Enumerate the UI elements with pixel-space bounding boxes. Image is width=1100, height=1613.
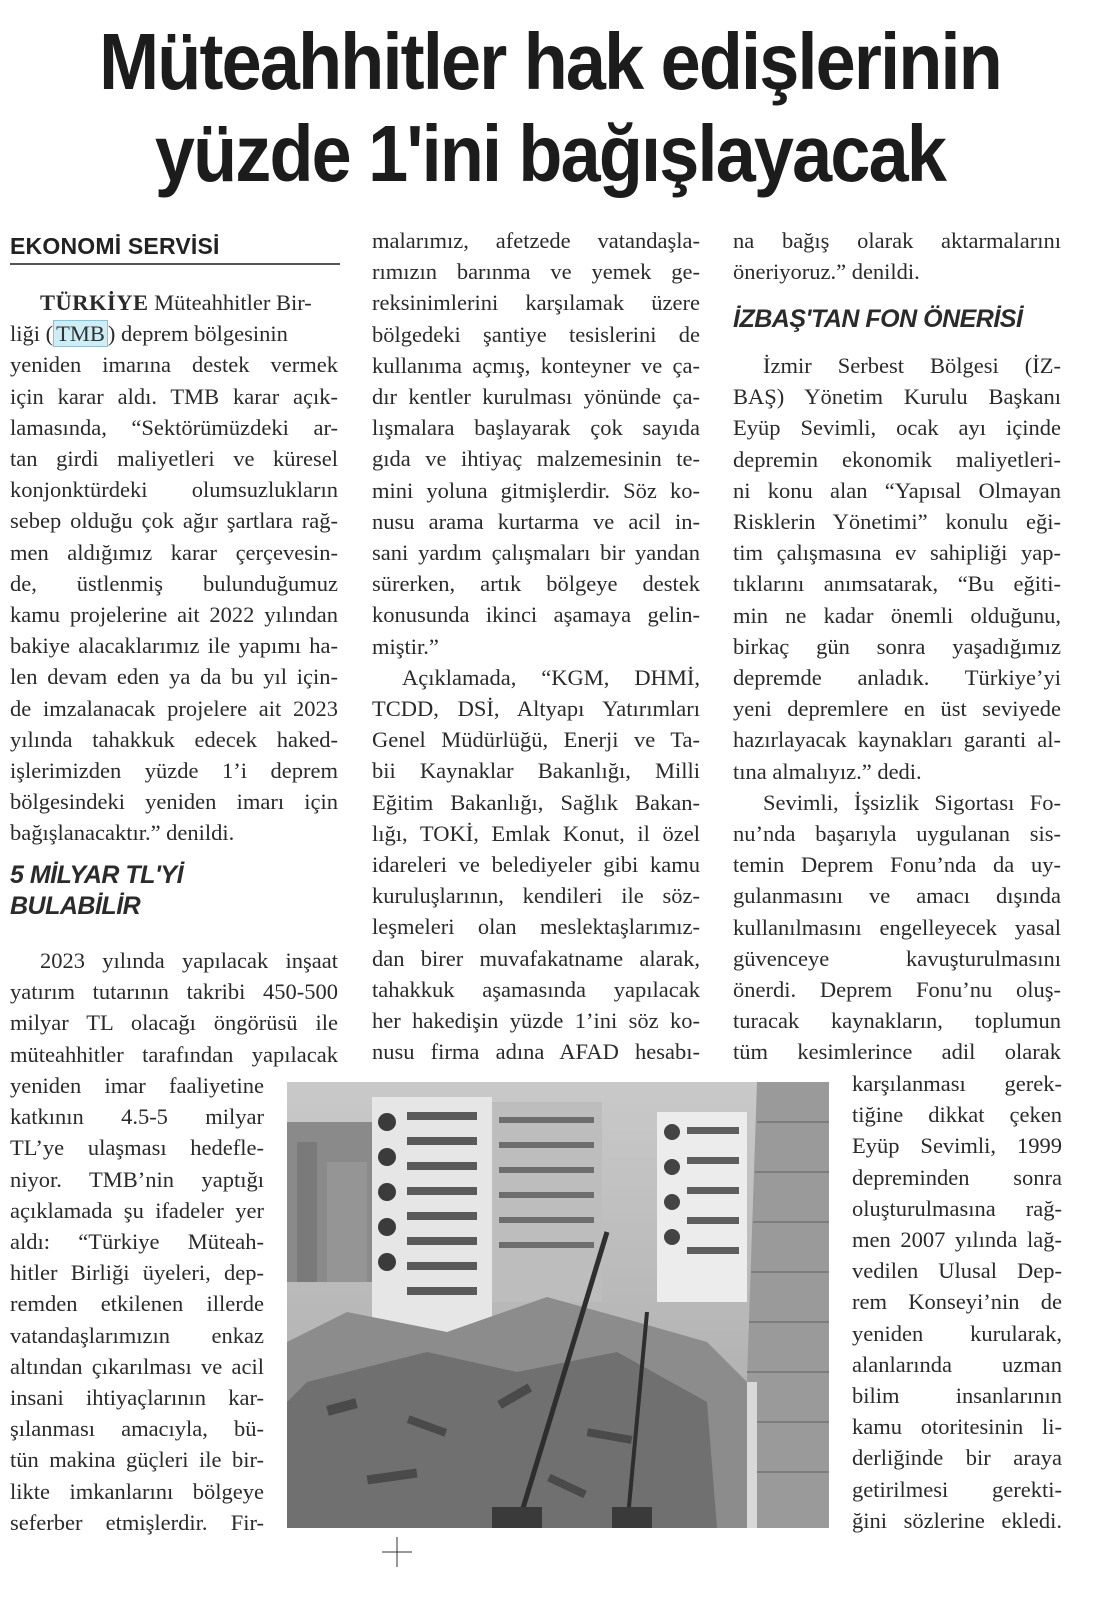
text-line: kullanılmasını engelleyecek yasal	[733, 914, 1061, 940]
text-line: men aldığımız karar çerçevesin-	[10, 539, 338, 565]
text-line: lığı, TOKİ, Emlak Konut, il özel	[372, 820, 700, 846]
text-line: rem Konseyi’nin de	[852, 1289, 1062, 1315]
text-line: katkının 4.5-5 milyar	[10, 1104, 264, 1130]
registration-cross-icon	[382, 1537, 412, 1567]
text-line: sani yardım çalışmaları bir yandan	[372, 540, 700, 566]
text-line: gıda ve ihtiyaç malzemesinin te-	[372, 446, 700, 472]
text-line: hazırlayacak kaynakları garanti al-	[733, 727, 1061, 753]
text-line: nusu arama kurtarma ve acil in-	[372, 508, 700, 534]
text-line: TL’ye ulaşması hedefle-	[10, 1135, 264, 1161]
text-line: na bağış olarak aktarmalarını	[733, 228, 1061, 253]
text-line: Genel Müdürlüğü, Enerji ve Ta-	[372, 727, 700, 753]
text-line: leşmeleri olan meslektaşlarımız-	[372, 914, 700, 940]
text-line: tiğine dikkat çeken	[852, 1102, 1062, 1128]
text-line: gulanmasını ve amacı dışında	[733, 883, 1061, 909]
text-line: için karar aldı. TMB karar açık-	[10, 383, 338, 409]
text-line: tim çalışmasına ev sahipliği yap-	[733, 540, 1061, 566]
text-line: Sevimli, İşsizlik Sigortası Fo-	[763, 789, 1061, 815]
text-line: TCDD, DSİ, Altyapı Yatırımları	[372, 696, 700, 722]
text-line: dır kentler kurulması yönünde ça-	[372, 384, 700, 410]
text-line: hitler Birliği üyeleri, dep-	[10, 1260, 264, 1286]
text-line: şılanması amacıyla, bü-	[10, 1416, 264, 1442]
text-line: bakiye alacaklarımız ile yapımı ha-	[10, 633, 338, 659]
text-line: konusunda ikinci aşamaya gelin-	[372, 602, 700, 628]
text-line: işlerimizden yüzde 1’i deprem	[10, 758, 338, 784]
lead-dateline: TÜRKİYE	[40, 290, 149, 315]
column-3-body	[733, 350, 1061, 1068]
text-line: likte imkanlarını bölgeye	[10, 1478, 264, 1504]
text-line: lamasında, “Sektörümüzdeki ar-	[10, 414, 338, 440]
column-2	[372, 225, 700, 1067]
text-line: altından çıkarılması ve acil	[10, 1353, 264, 1379]
subhead-5-milyar: 5 MİLYAR TL'Yİ BULABİLİR	[10, 861, 184, 920]
text-line: depremde anladık. Türkiye’yi	[733, 665, 1061, 691]
col1-body-a	[10, 349, 338, 848]
text-line: kamu otoritesinin li-	[852, 1414, 1062, 1440]
text-line: bilim insanlarının	[852, 1383, 1062, 1409]
text-line: BAŞ) Yönetim Kurulu Başkanı	[733, 384, 1061, 410]
col1-tmb-line: liği ( TMB ) deprem bölgesinin	[10, 321, 288, 347]
column-1-body-c	[10, 1070, 264, 1538]
text-line: rımızın barınma ve yemek ge-	[372, 259, 700, 285]
text-line: yeniden imarına destek vermek	[10, 352, 338, 378]
text-line: tüm kesimlerince adil olarak	[733, 1039, 1061, 1065]
text-line: men 2007 yılında lağ-	[852, 1227, 1062, 1253]
text-line: niyor. TMB’nin yaptığı	[10, 1166, 264, 1192]
tmb-highlight: TMB	[53, 320, 108, 347]
text-line: sebep olduğu çok ağır şartlara rağ-	[10, 508, 338, 534]
text-line: derliğinde bir araya	[852, 1445, 1062, 1471]
column-3-top	[733, 225, 1061, 287]
text-line: her hakedişin yüzde 1’ini söz ko-	[372, 1008, 700, 1034]
text-line: remden etkilenen illerde	[10, 1291, 264, 1317]
text-line: depreminden sonra	[852, 1164, 1062, 1190]
text-line: kullanıma açmış, konteyner ve ça-	[372, 352, 700, 378]
text-line: öneriyoruz.” denildi.	[733, 259, 920, 285]
text-line: karşılanması gerek-	[852, 1071, 1062, 1096]
text-line: tan girdi maliyetleri ve küresel	[10, 446, 338, 472]
text-line: Eyüp Sevimli, ocak ayı içinde	[733, 415, 1061, 441]
text-line: ğini sözlerine ekledi.	[852, 1507, 1062, 1533]
text-line: Eyüp Sevimli, 1999	[852, 1133, 1062, 1159]
text-line: aldı: “Türkiye Müteah-	[10, 1229, 264, 1255]
text-line: bii Kaynaklar Bakanlığı, Milli	[372, 758, 700, 784]
text-line: reksinimlerini karşılamak üzere	[372, 290, 700, 316]
text-line: yılında tahakkuk edecek haked-	[10, 726, 338, 752]
text-line: de, üstlenmiş bulunduğumuz	[10, 570, 338, 596]
col1-line: Müteahhitler Bir-	[154, 290, 312, 315]
text-line: bölgesindeki yeniden imarı için	[10, 789, 338, 815]
text-line: mini yoluna gitmişlerdir. Söz ko-	[372, 477, 700, 503]
column-1-top	[10, 287, 338, 849]
text-line: sürerken, artık bölgeye destek	[372, 571, 700, 597]
text-line: bölgedeki şantiye tesislerini de	[372, 321, 700, 347]
text-line: konjonktürdeki olumsuzlukların	[10, 477, 338, 503]
text-line: Eğitim Bakanlığı, Sağlık Bakan-	[372, 789, 700, 815]
text-line: ni konu alan “Yapısal Olmayan	[733, 477, 1061, 503]
headline-line-1: Müteahhitler hak edişlerinin	[99, 17, 1001, 106]
text-line: getirilmesi gerekti-	[852, 1476, 1062, 1502]
text-line: insani ihtiyaçlarının kar-	[10, 1385, 264, 1411]
text-line: tına almalıyız.” dedi.	[733, 758, 922, 784]
col1-lead-line	[10, 287, 338, 318]
text-line: miştir.”	[372, 633, 439, 659]
headline-line-2: yüzde 1'ini bağışlayacak	[154, 109, 946, 198]
text-line: lışmalara başlayarak çok sayıda	[372, 415, 700, 441]
text-line: İzmir Serbest Bölgesi (İZ-	[763, 353, 1061, 378]
earthquake-rubble-photo	[287, 1082, 829, 1528]
text-line: müteahhitler tarafından yapılacak	[10, 1041, 338, 1067]
text-line: nusu firma adına AFAD hesabı-	[372, 1039, 700, 1065]
text-line: depremin ekonomik maliyetleri-	[733, 446, 1061, 472]
text-line: Açıklamada, “KGM, DHMİ,	[402, 664, 700, 690]
text-line: bağışlanacaktır.” denildi.	[10, 820, 235, 846]
text-line: turacak kaynakların, toplumun	[733, 1008, 1061, 1034]
text-line: de imzalanacak projelere ait 2023	[10, 695, 338, 721]
text-line: yeniden imar faaliyetine	[10, 1073, 264, 1098]
text-line: 2023 yılında yapılacak inşaat	[40, 948, 338, 973]
text-line: tahakkuk aşamasında yapılacak	[372, 976, 700, 1002]
text-line: seferber etmişlerdir. Fir-	[10, 1509, 264, 1535]
text-line: kamu projelerine ait 2022 yılından	[10, 602, 338, 628]
text-line: idareleri ve belediyeler gibi kamu	[372, 852, 700, 878]
byline-rule	[10, 263, 340, 265]
column-1-body-b	[10, 945, 338, 1070]
column-3-narrow	[852, 1068, 1062, 1536]
text-line: kuruluşlarının, kendileri ile söz-	[372, 883, 700, 909]
text-line: dan birer muvafakatname alarak,	[372, 945, 700, 971]
text-line: alanlarında uzman	[852, 1351, 1062, 1377]
text-line: açıklamada şu ifadeler yer	[10, 1197, 264, 1223]
text-line: yeni depremlere en üst seviyede	[733, 696, 1061, 722]
text-line: Risklerin Yönetimi” konulu eği-	[733, 509, 1061, 535]
text-line: vatandaşlarımızın enkaz	[10, 1322, 264, 1348]
text-line: nu’nda başarıyla uygulanan sis-	[733, 821, 1061, 847]
text-line: yeniden kurularak,	[852, 1320, 1062, 1346]
text-line: min ne kadar önemli olduğunu,	[733, 602, 1061, 628]
text-line: güvenceye kavuşturulmasını	[733, 945, 1061, 971]
text-line: len devam eden ya da bu yıl için-	[10, 664, 338, 690]
text-line: yatırım tutarının takribi 450-500	[10, 979, 338, 1005]
text-line: birkaç gün sonra yaşadığımız	[733, 633, 1061, 659]
text-line: önerdi. Deprem Fonu’nu oluş-	[733, 977, 1061, 1003]
byline: EKONOMİ SERVİSİ	[10, 233, 220, 259]
text-line: vedilen Ulusal Dep-	[852, 1258, 1062, 1284]
text-line: malarımız, afetzede vatandaşla-	[372, 228, 700, 253]
text-line: milyar TL olacağı öngörüsü ile	[10, 1010, 338, 1036]
text-line: oluşturulmasına rağ-	[852, 1195, 1062, 1221]
text-line: tıklarını anımsatarak, “Bu eğiti-	[733, 571, 1061, 597]
text-line: tün makina güçleri ile bir-	[10, 1447, 264, 1473]
subhead-izbas: İZBAŞ'TAN FON ÖNERİSİ	[733, 305, 1023, 333]
text-line: temin Deprem Fonu’nda da uy-	[733, 852, 1061, 878]
